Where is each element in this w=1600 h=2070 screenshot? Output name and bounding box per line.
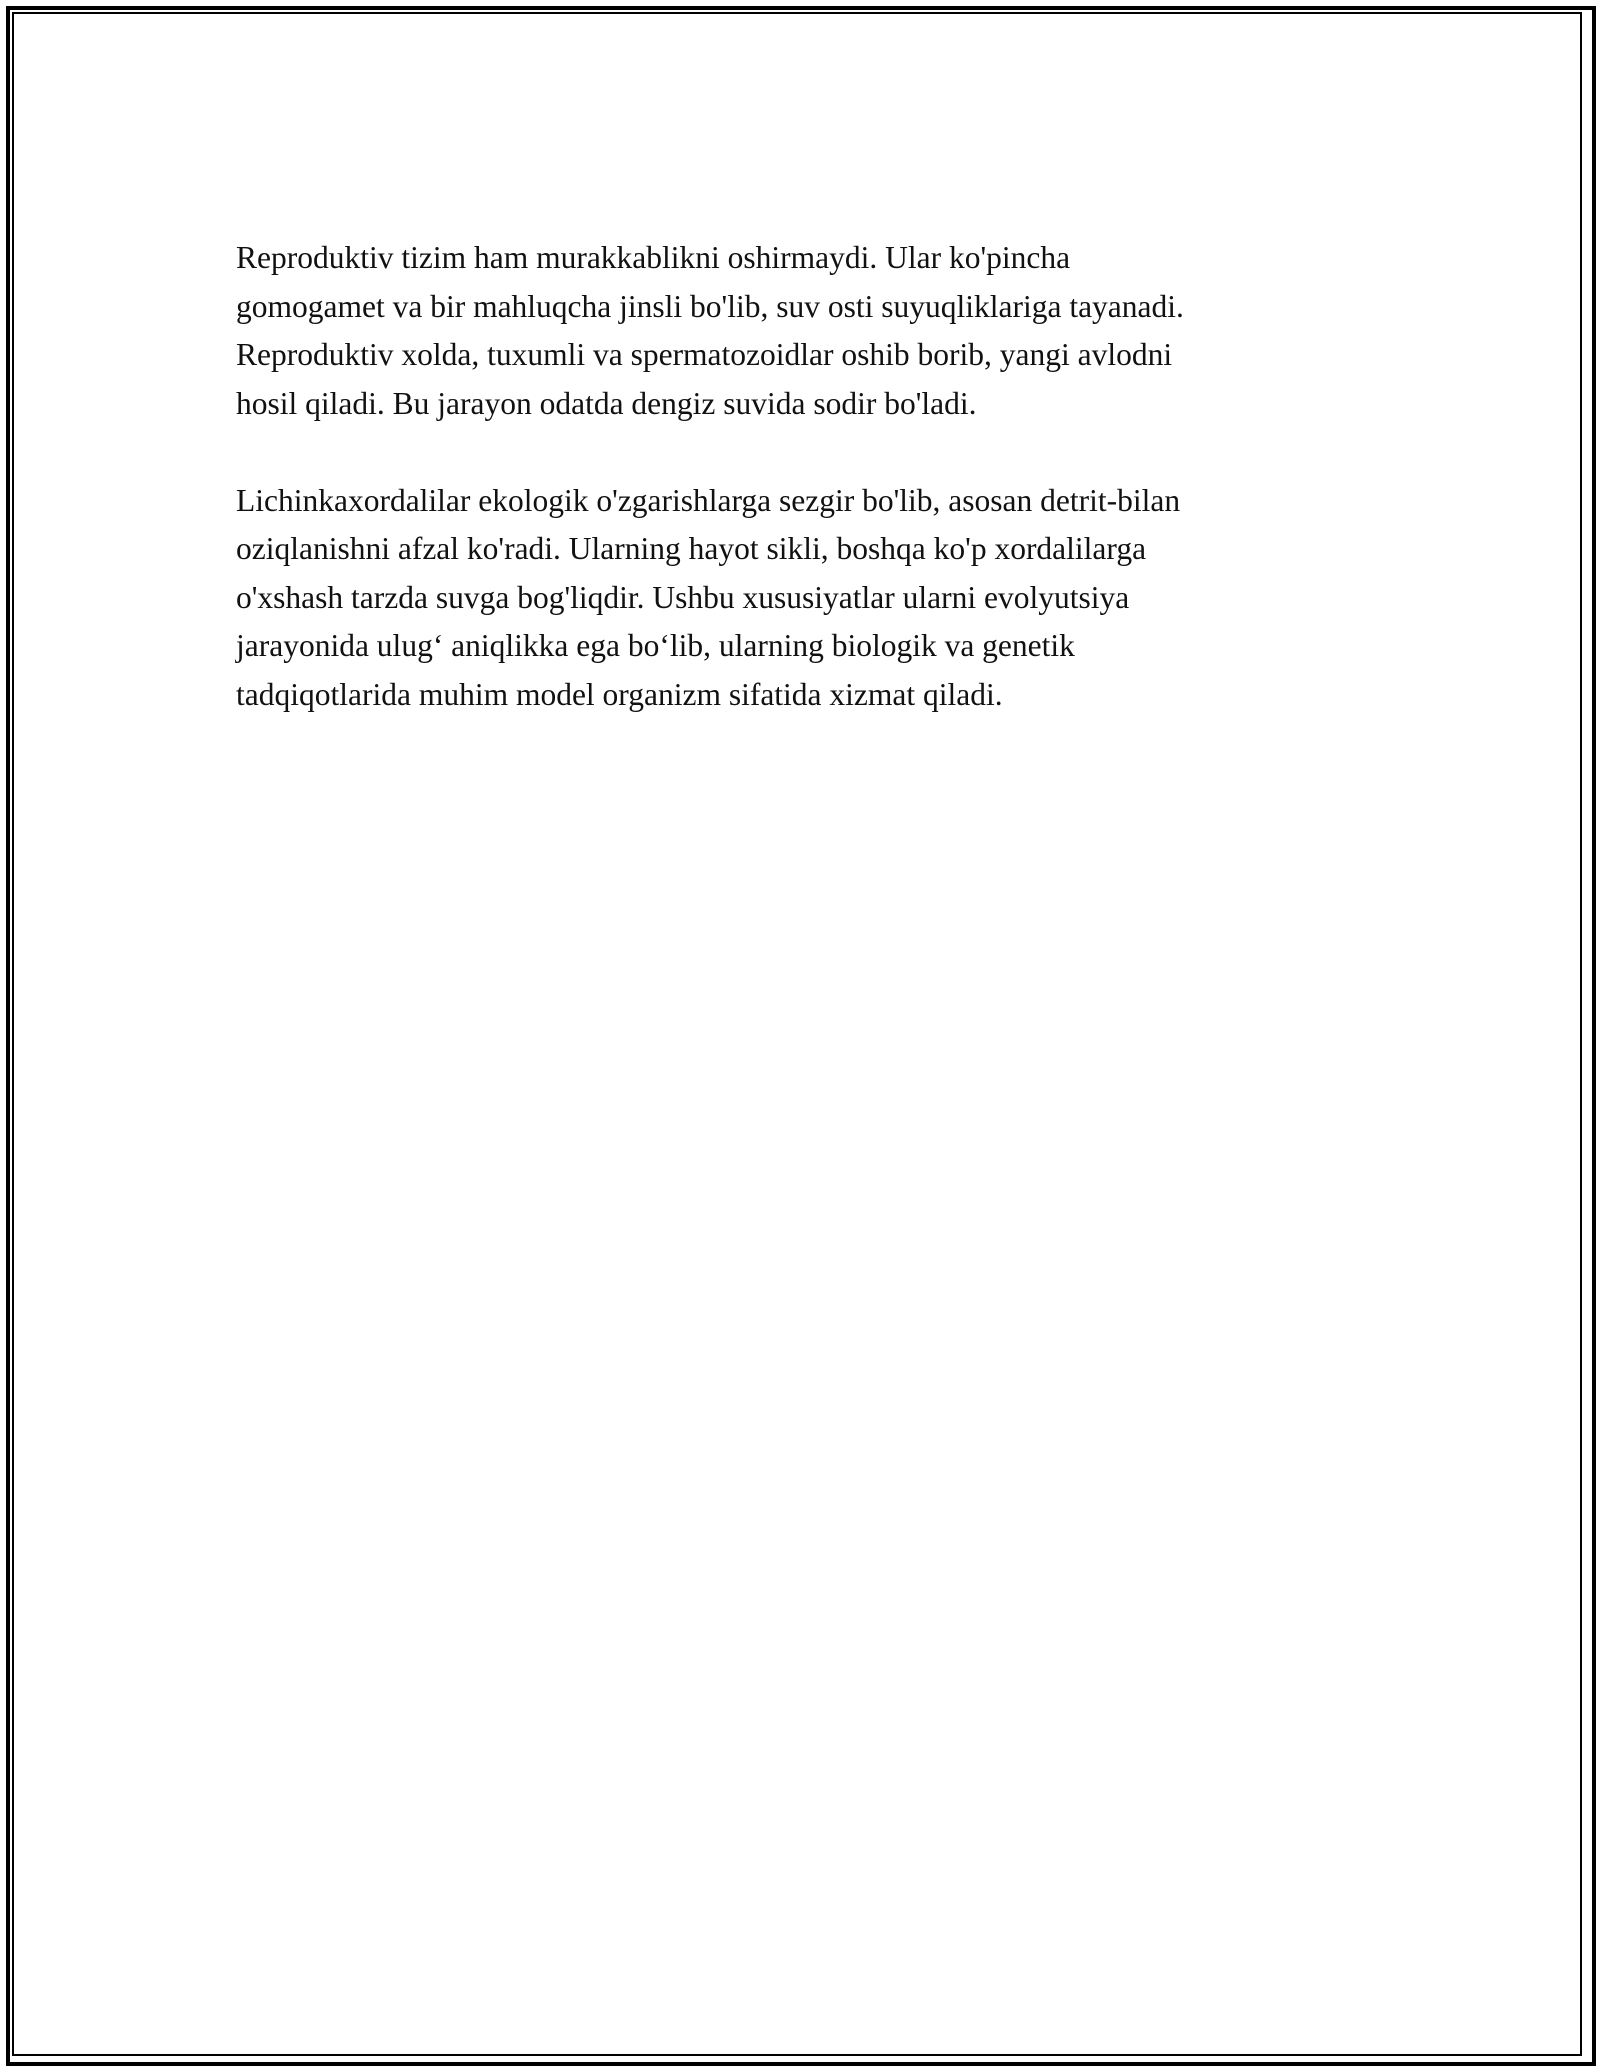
paragraph-line: Reproduktiv tizim ham murakkablikni oshirmaydi. Ular ko'pincha	[236, 240, 1071, 275]
paragraph-line: Lichinkaxordalilar ekologik o'zgarishlarga sezgir bo'lib, asosan detrit-bilan	[236, 482, 1181, 518]
paragraph-line: o'xshash tarzda suvga bog'liqdir. Ushbu xususiyatlar ularni evolyutsiya	[236, 579, 1130, 615]
paragraph-line: tadqiqotlarida muhim model organizm sifatida xizmat qiladi.	[236, 676, 1003, 712]
paragraph-line: Reproduktiv xolda, tuxumli va spermatozoidlar oshib borib, yangi avlodni	[236, 337, 1173, 372]
paragraph-ecology	[236, 477, 1356, 720]
paragraph-line: gomogamet va bir mahluqcha jinsli bo'lib, suv osti suyuqliklariga tayanadi.	[236, 288, 1184, 324]
paragraph-line: hosil qiladi. Bu jarayon odatda dengiz suvida sodir bo'ladi.	[236, 385, 977, 421]
document-body	[236, 234, 1356, 719]
paragraph-line: jarayonida ulug‘ aniqlikka ega bo‘lib, ularning biologik va genetik	[236, 628, 1075, 663]
paragraph-reproduction	[236, 234, 1356, 428]
paragraph-line: oziqlanishni afzal ko'radi. Ularning hayot sikli, boshqa ko'p xordalilarga	[236, 531, 1147, 566]
